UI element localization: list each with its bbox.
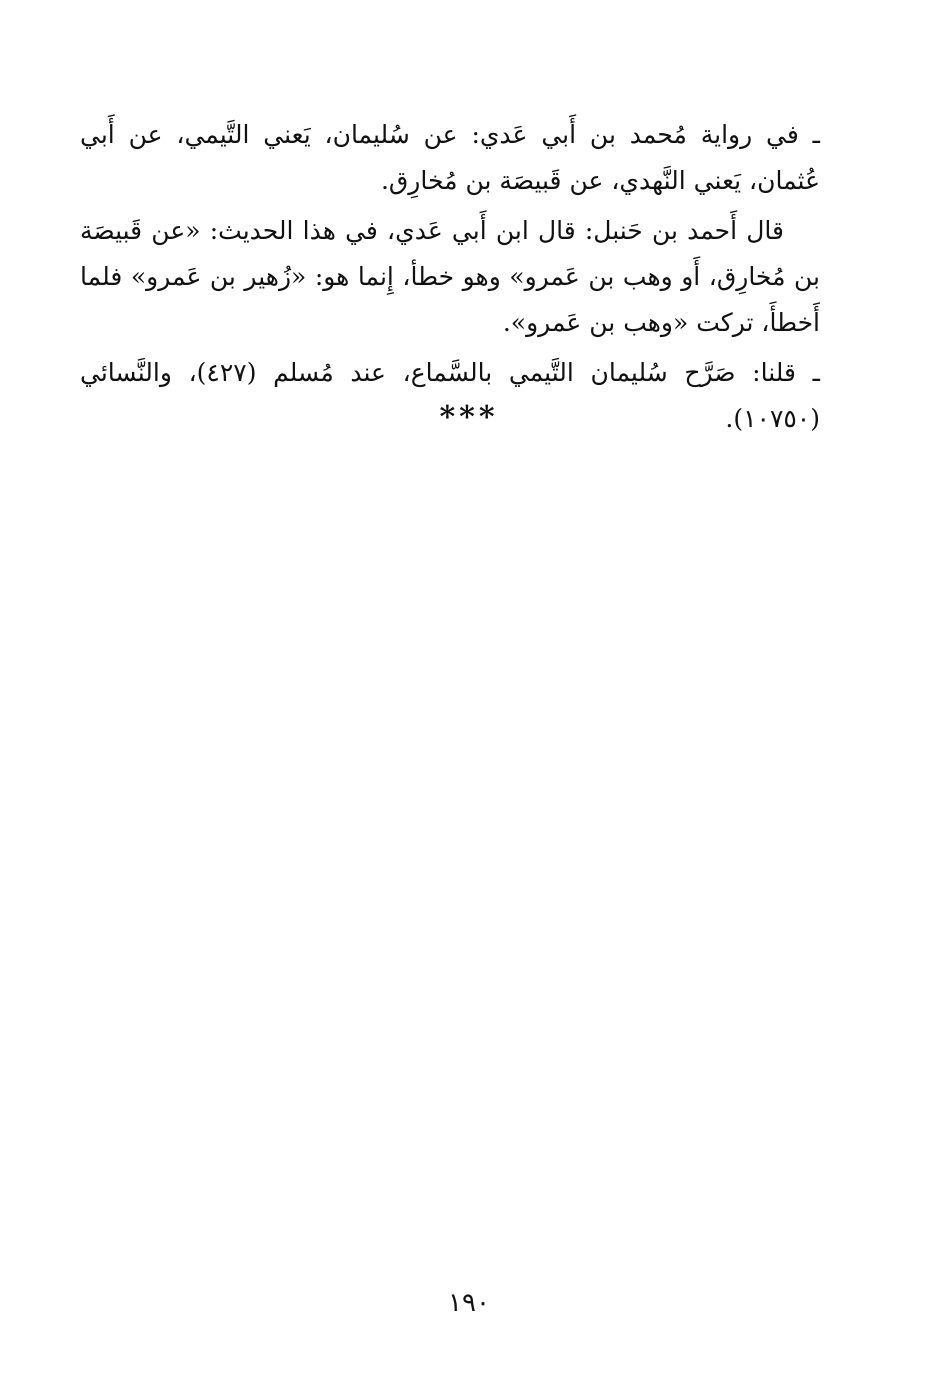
paragraph-qulna: ـ قلنا: صَرَّح سُليمان التَّيمي بالسَّماع، عند مُسلم (٤٢٧)، والنَّسائي (١٠٧٥٠).	[80, 358, 820, 433]
page-number: ١٩٠	[448, 1288, 490, 1318]
section-separator: ***	[439, 400, 499, 435]
main-text	[80, 112, 820, 442]
paragraph-ahmad-quote: قال أَحمد بن حَنبل: قال ابن أَبي عَدي، في هذا الحديث: «عن قَبيصَة بن مُخارِق، أَو وهب بن عَمرو» وهو خطأ، إِنما هو: «زُهير بن عَمرو» فلما أَخطأَ، تركت «وهب بن عَمرو».	[80, 216, 820, 337]
paragraph-riwaya: ـ في رواية مُحمد بن أَبي عَدي: عن سُليمان، يَعني التَّيمي، عن أَبي عُثمان، يَعني النَّهدي، عن قَبيصَة بن مُخارِق.	[80, 120, 820, 195]
